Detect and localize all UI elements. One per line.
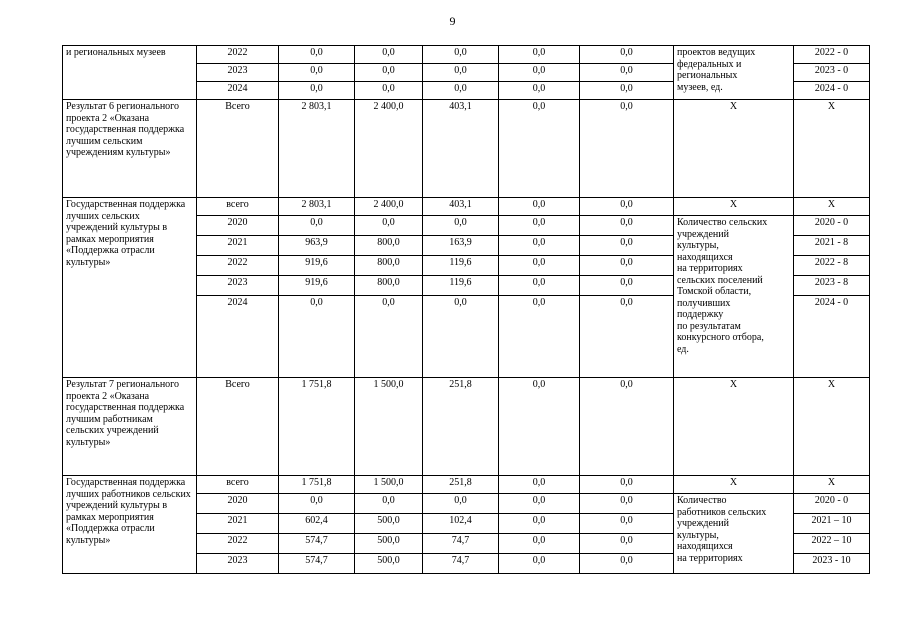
year-cell: 2024 (197, 296, 279, 378)
indicator-value-cell: 2023 - 0 (794, 64, 870, 82)
indicator-cell: X (674, 100, 794, 198)
value-cell: 800,0 (355, 236, 423, 256)
value-cell: 963,9 (279, 236, 355, 256)
value-cell: 1 500,0 (355, 476, 423, 494)
indicator-value-cell: 2022 - 0 (794, 46, 870, 64)
year-cell: всего (197, 476, 279, 494)
indicator-cell (674, 494, 794, 574)
value-cell: 574,7 (279, 554, 355, 574)
indicator-text: Количество сельских учреждений культуры, находящихся на территориях сельских поселений Томской области, получивших поддержку по результатам конкурсного отбора, ед. (677, 217, 768, 355)
indicator-cell (674, 46, 794, 100)
item-name: и региональных музеев (63, 46, 197, 100)
year-cell: Всего (197, 100, 279, 198)
value-cell: 0,0 (423, 296, 499, 378)
year-cell: 2020 (197, 216, 279, 236)
value-cell: 602,4 (279, 514, 355, 534)
value-cell: 574,7 (279, 534, 355, 554)
value-cell: 1 751,8 (279, 476, 355, 494)
table-row (63, 198, 870, 216)
value-cell: 0,0 (580, 256, 674, 276)
table-row (63, 100, 870, 198)
value-cell: 0,0 (580, 82, 674, 100)
table-row (63, 46, 870, 64)
indicator-value-cell: 2022 – 10 (794, 534, 870, 554)
indicator-value-cell: 2020 - 0 (794, 494, 870, 514)
value-cell: 119,6 (423, 276, 499, 296)
program-table (62, 45, 870, 574)
value-cell: 0,0 (279, 296, 355, 378)
value-cell: 0,0 (279, 64, 355, 82)
indicator-text: Количество работников сельских учреждений культуры, находящихся на территориях (677, 495, 767, 564)
value-cell: 119,6 (423, 256, 499, 276)
value-cell: 500,0 (355, 554, 423, 574)
indicator-value-cell: X (794, 198, 870, 216)
value-cell: 2 400,0 (355, 100, 423, 198)
year-cell: 2021 (197, 514, 279, 534)
value-cell: 800,0 (355, 256, 423, 276)
value-cell: 919,6 (279, 276, 355, 296)
value-cell: 0,0 (580, 296, 674, 378)
value-cell: 0,0 (580, 554, 674, 574)
value-cell: 102,4 (423, 514, 499, 534)
indicator-value-cell: 2020 - 0 (794, 216, 870, 236)
value-cell: 1 500,0 (355, 378, 423, 476)
value-cell: 0,0 (499, 494, 580, 514)
value-cell: 0,0 (279, 494, 355, 514)
year-cell: 2024 (197, 82, 279, 100)
year-cell: 2023 (197, 64, 279, 82)
value-cell: 403,1 (423, 198, 499, 216)
value-cell: 0,0 (499, 198, 580, 216)
value-cell: 0,0 (580, 198, 674, 216)
value-cell: 0,0 (499, 476, 580, 494)
value-cell: 0,0 (499, 378, 580, 476)
value-cell: 251,8 (423, 476, 499, 494)
year-cell: 2023 (197, 554, 279, 574)
value-cell: 0,0 (580, 236, 674, 256)
value-cell: 500,0 (355, 534, 423, 554)
value-cell: 0,0 (499, 534, 580, 554)
year-cell: 2023 (197, 276, 279, 296)
indicator-value-cell: 2023 - 10 (794, 554, 870, 574)
value-cell: 0,0 (355, 82, 423, 100)
indicator-value-cell: 2021 – 10 (794, 514, 870, 534)
value-cell: 0,0 (580, 378, 674, 476)
indicator-text: проектов ведущих федеральных и региональных музеев, ед. (677, 47, 756, 93)
value-cell: 0,0 (580, 216, 674, 236)
value-cell: 800,0 (355, 276, 423, 296)
year-cell: 2021 (197, 236, 279, 256)
item-name: Государственная поддержка лучших сельских учреждений культуры в рамках мероприятия «Поддержка отрасли культуры» (63, 198, 197, 378)
indicator-value-cell: 2021 - 8 (794, 236, 870, 256)
value-cell: 1 751,8 (279, 378, 355, 476)
value-cell: 0,0 (423, 64, 499, 82)
value-cell: 0,0 (580, 476, 674, 494)
indicator-value-cell: X (794, 100, 870, 198)
value-cell: 0,0 (355, 64, 423, 82)
value-cell: 0,0 (580, 46, 674, 64)
value-cell: 0,0 (355, 46, 423, 64)
value-cell: 0,0 (580, 514, 674, 534)
value-cell: 0,0 (279, 46, 355, 64)
value-cell: 0,0 (423, 46, 499, 64)
indicator-value-cell: 2022 - 8 (794, 256, 870, 276)
item-name: Государственная поддержка лучших работников сельских учреждений культуры в рамках мероприятия «Поддержка отрасли культуры» (63, 476, 197, 574)
table-row (63, 476, 870, 494)
item-name: Результат 6 регионального проекта 2 «Оказана государственная поддержка лучшим сельским учреждениям культуры» (63, 100, 197, 198)
value-cell: 0,0 (580, 534, 674, 554)
value-cell: 251,8 (423, 378, 499, 476)
value-cell: 0,0 (423, 216, 499, 236)
indicator-value-cell: X (794, 476, 870, 494)
value-cell: 163,9 (423, 236, 499, 256)
value-cell: 0,0 (580, 64, 674, 82)
value-cell: 919,6 (279, 256, 355, 276)
year-cell: всего (197, 198, 279, 216)
value-cell: 0,0 (423, 494, 499, 514)
value-cell: 2 400,0 (355, 198, 423, 216)
value-cell: 0,0 (580, 494, 674, 514)
value-cell: 0,0 (423, 82, 499, 100)
page-number: 9 (449, 14, 456, 28)
value-cell: 0,0 (499, 514, 580, 534)
value-cell: 0,0 (499, 100, 580, 198)
value-cell: 0,0 (499, 554, 580, 574)
value-cell: 0,0 (499, 276, 580, 296)
value-cell: 0,0 (499, 82, 580, 100)
value-cell: 2 803,1 (279, 100, 355, 198)
table-row (63, 378, 870, 476)
value-cell: 500,0 (355, 514, 423, 534)
value-cell: 0,0 (499, 64, 580, 82)
item-name: Результат 7 регионального проекта 2 «Оказана государственная поддержка лучшим работникам сельских учреждений культуры» (63, 378, 197, 476)
value-cell: 2 803,1 (279, 198, 355, 216)
value-cell: 0,0 (580, 100, 674, 198)
year-cell: 2020 (197, 494, 279, 514)
value-cell: 0,0 (279, 82, 355, 100)
value-cell: 0,0 (580, 276, 674, 296)
indicator-cell (674, 216, 794, 378)
value-cell: 0,0 (279, 216, 355, 236)
value-cell: 0,0 (499, 256, 580, 276)
value-cell: 0,0 (499, 236, 580, 256)
indicator-cell: X (674, 476, 794, 494)
value-cell: 0,0 (499, 296, 580, 378)
year-cell: Всего (197, 378, 279, 476)
value-cell: 0,0 (355, 296, 423, 378)
value-cell: 0,0 (355, 494, 423, 514)
indicator-value-cell: X (794, 378, 870, 476)
year-cell: 2022 (197, 534, 279, 554)
value-cell: 0,0 (355, 216, 423, 236)
indicator-value-cell: 2024 - 0 (794, 296, 870, 378)
year-cell: 2022 (197, 256, 279, 276)
indicator-cell: X (674, 378, 794, 476)
year-cell: 2022 (197, 46, 279, 64)
indicator-value-cell: 2024 - 0 (794, 82, 870, 100)
value-cell: 0,0 (499, 46, 580, 64)
value-cell: 0,0 (499, 216, 580, 236)
value-cell: 74,7 (423, 554, 499, 574)
value-cell: 74,7 (423, 534, 499, 554)
value-cell: 403,1 (423, 100, 499, 198)
indicator-cell: X (674, 198, 794, 216)
indicator-value-cell: 2023 - 8 (794, 276, 870, 296)
